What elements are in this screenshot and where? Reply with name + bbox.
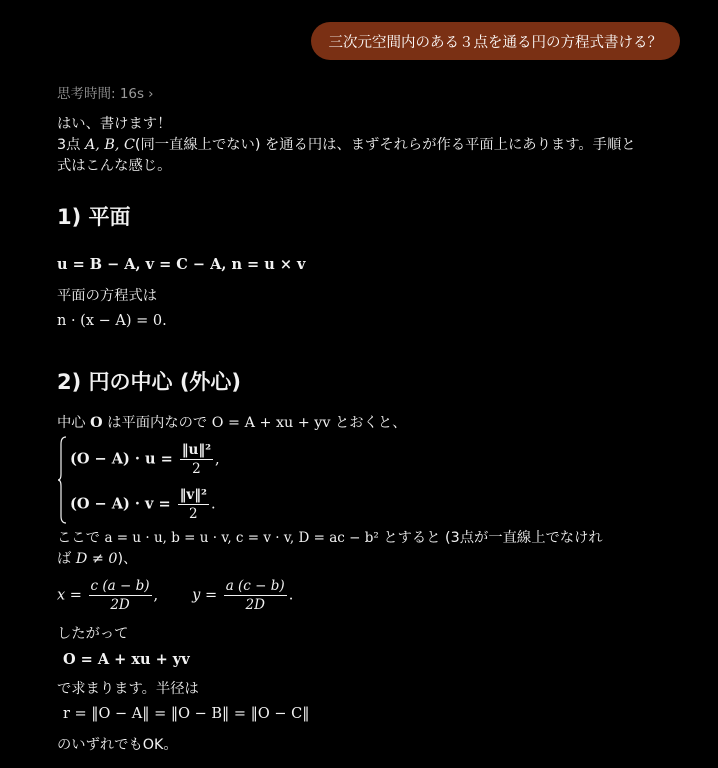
system-eq-2-lhs: (O − A) · v = [70, 495, 176, 513]
x-fraction [89, 578, 152, 613]
found-text: で求まります。半径は [57, 681, 199, 697]
x-denominator: 2D [110, 597, 130, 613]
x-lhs: x = [57, 587, 87, 604]
system-eq-2-denominator: 2 [189, 506, 198, 522]
y-fraction [224, 578, 287, 613]
abc-definition-line [57, 527, 603, 549]
abc-definition-line-2 [57, 548, 137, 570]
section-heading-center: 2) 円の中心 (外心) [57, 370, 242, 394]
center-text-2: は平面内なので [102, 415, 212, 431]
any-ok-text: のいずれでもOK。 [57, 737, 178, 753]
user-message-text: 三次元空間内のある３点を通る円の方程式書ける？ [328, 34, 662, 51]
thought-time-toggle[interactable] [57, 82, 153, 102]
therefore-text: したがって [57, 626, 129, 642]
y-lhs: y = [192, 587, 222, 604]
center-O-math: O [90, 415, 103, 431]
plane-vectors-math: u = B − A, v = C − A, n = u × v [57, 256, 306, 273]
section-heading-plane: 1) 平面 [57, 205, 131, 229]
final-center-math: O = A + xu + yv [63, 651, 190, 668]
system-eq-1-lhs: (O − A) · u = [70, 450, 178, 468]
left-brace-icon [57, 436, 67, 524]
chevron-right-icon: › [148, 86, 154, 102]
x-numerator: c (a − b) [90, 578, 150, 594]
intro-text-cont: (同一直線上でない) を通る円は、まずそれらが作る平面上にあります。手順と [134, 137, 636, 153]
thought-time-label: 思考時間: 16s [57, 86, 145, 102]
abc-text: ここで [57, 530, 105, 546]
points-math: A, B, C [84, 137, 135, 153]
plane-label: 平面の方程式は [57, 288, 158, 304]
center-text-3: とおくと、 [330, 415, 407, 431]
system-eq-1-denominator: 2 [192, 461, 201, 477]
system-eq-1-numerator: ‖u‖² [181, 442, 212, 458]
intro-text: 3点 [57, 137, 85, 153]
center-text: 中心 [57, 415, 91, 431]
intro-line-1: はい、書けます！ [57, 116, 172, 132]
center-eq-math: O = A + xu + yv [211, 415, 331, 431]
center-line [57, 412, 407, 434]
xy-solution-math [57, 578, 293, 613]
system-eq-2-period: . [210, 496, 216, 513]
abc-text-4: )、 [117, 551, 138, 567]
abc-text-3: ば [57, 551, 76, 567]
y-denominator: 2D [245, 597, 265, 613]
intro-line-2 [57, 134, 636, 156]
x-comma: , [153, 587, 159, 604]
system-eq-1 [70, 442, 220, 477]
radius-math: r = ‖O − A‖ = ‖O − B‖ = ‖O − C‖ [63, 706, 310, 722]
abc-math: a = u · u, b = u · v, c = v · v, D = ac − b² [104, 530, 379, 546]
system-eq-2-fraction [178, 487, 209, 522]
intro-line-3: 式はこんな感じ。 [57, 158, 172, 174]
system-eq-1-comma: , [215, 451, 220, 468]
system-eq-1-fraction [180, 442, 213, 477]
system-eq-2 [70, 487, 216, 522]
system-eq-2-numerator: ‖v‖² [179, 487, 207, 503]
y-numerator: a (c − b) [225, 578, 285, 594]
plane-equation-math: n · (x − A) = 0. [57, 313, 167, 329]
user-message-bubble [311, 22, 681, 60]
abc-text-2: とすると (3点が一直線上でなけれ [378, 530, 603, 546]
d-nonzero-math: D ≠ 0 [75, 551, 118, 567]
y-period: . [288, 587, 294, 604]
